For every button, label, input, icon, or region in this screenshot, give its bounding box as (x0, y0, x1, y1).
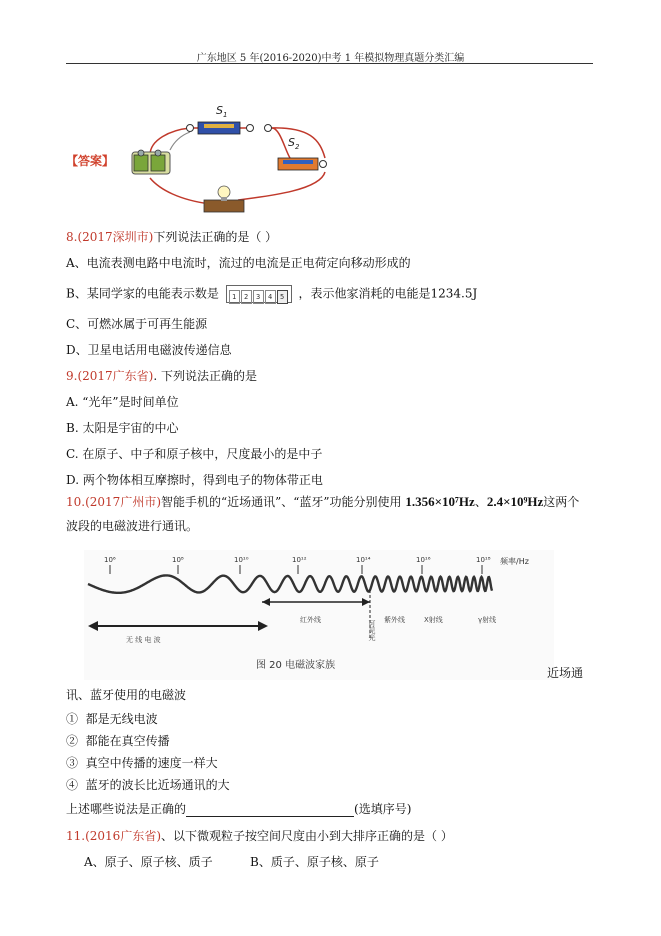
band-visible: 可见光 (368, 620, 376, 641)
q10-statement-2: ② 都能在真空传播 (66, 734, 170, 748)
frequency-tick-label: 10¹⁸ (476, 556, 491, 564)
band-radio: 无 线 电 波 (126, 636, 161, 644)
frequency-tick-label: 10¹⁰ (234, 556, 249, 564)
q8-option-c: C、可燃冰属于可再生能源 (66, 317, 208, 331)
em-spectrum-figure (84, 550, 554, 680)
question-8-stem: 8.(2017深圳市)下列说法正确的是（ ） (66, 230, 278, 244)
q9-option-a: A. “光年”是时间单位 (66, 395, 179, 409)
s2-label: $S_2$ (288, 136, 300, 151)
energy-meter-display: 1 2 3 4 5 (226, 285, 292, 303)
question-10-line2: 波段的电磁波进行通讯。 (66, 519, 199, 533)
frequency-tick-label: 10¹² (292, 556, 307, 564)
q10-tail-left: 讯、蓝牙使用的电磁波 (66, 688, 187, 702)
q11-option-b: B、质子、原子核、原子 (250, 855, 379, 869)
q10-fill-line: 上述哪些说法是正确的 (选填序号) (66, 802, 412, 816)
header-rule (66, 63, 593, 64)
q10-statement-1: ① 都是无线电波 (66, 712, 158, 726)
q10-tail-right: 近场通 (547, 666, 584, 680)
band-ultraviolet: 紫外线 (384, 616, 405, 624)
q8-option-b: B、某同学家的电能表示数是 1 2 3 4 5 ，表示他家消耗的电能是1234.5J (66, 285, 477, 303)
spectrum-caption: 图 20 电磁波家族 (256, 660, 336, 671)
question-11-stem: 11.(2016广东省)、以下微观粒子按空间尺度由小到大排序正确的是（ ） (66, 829, 453, 843)
q10-statement-4: ④ 蓝牙的波长比近场通讯的大 (66, 778, 230, 792)
circuit-figure (120, 100, 360, 220)
q9-option-d: D. 两个物体相互摩擦时，得到电子的物体带正电 (66, 473, 323, 487)
q8-option-d: D、卫星电话用电磁波传递信息 (66, 343, 232, 357)
q11-option-a: A、原子、原子核、质子 (84, 855, 213, 869)
frequency-tick-label: 10¹⁴ (356, 556, 371, 564)
frequency-tick-label: 10¹⁶ (416, 556, 431, 564)
band-xray: X射线 (424, 616, 443, 624)
band-infrared: 红外线 (300, 616, 321, 624)
page-header: 广东地区 5 年(2016-2020)中考 1 年模拟物理真题分类汇编 (196, 53, 465, 64)
question-9-stem: 9.(2017广东省). 下列说法正确的是 (66, 369, 257, 383)
frequency-axis-label: 频率/Hz (500, 557, 529, 566)
q9-option-c: C. 在原子、中子和原子核中，尺度最小的是中子 (66, 447, 323, 461)
answer-tag: 【答案】 (66, 154, 115, 168)
answer-blank[interactable] (186, 804, 354, 817)
band-gamma: γ射线 (478, 616, 497, 624)
s1-label: $S_1$ (216, 104, 228, 119)
frequency-tick-label: 10⁶ (104, 556, 116, 564)
q9-option-b: B. 太阳是宇宙的中心 (66, 421, 179, 435)
question-10-stem: 10.(2017广州市)智能手机的“近场通讯”、“蓝牙”功能分别使用 1.356×10⁷Hz、2.4×10⁹Hz这两个 (66, 494, 580, 509)
q10-statement-3: ③ 真空中传播的速度一样大 (66, 756, 218, 770)
q8-option-a: A、电流表测电路中电流时，流过的电流是正电荷定向移动形成的 (66, 256, 411, 270)
frequency-tick-label: 10⁸ (172, 556, 184, 564)
